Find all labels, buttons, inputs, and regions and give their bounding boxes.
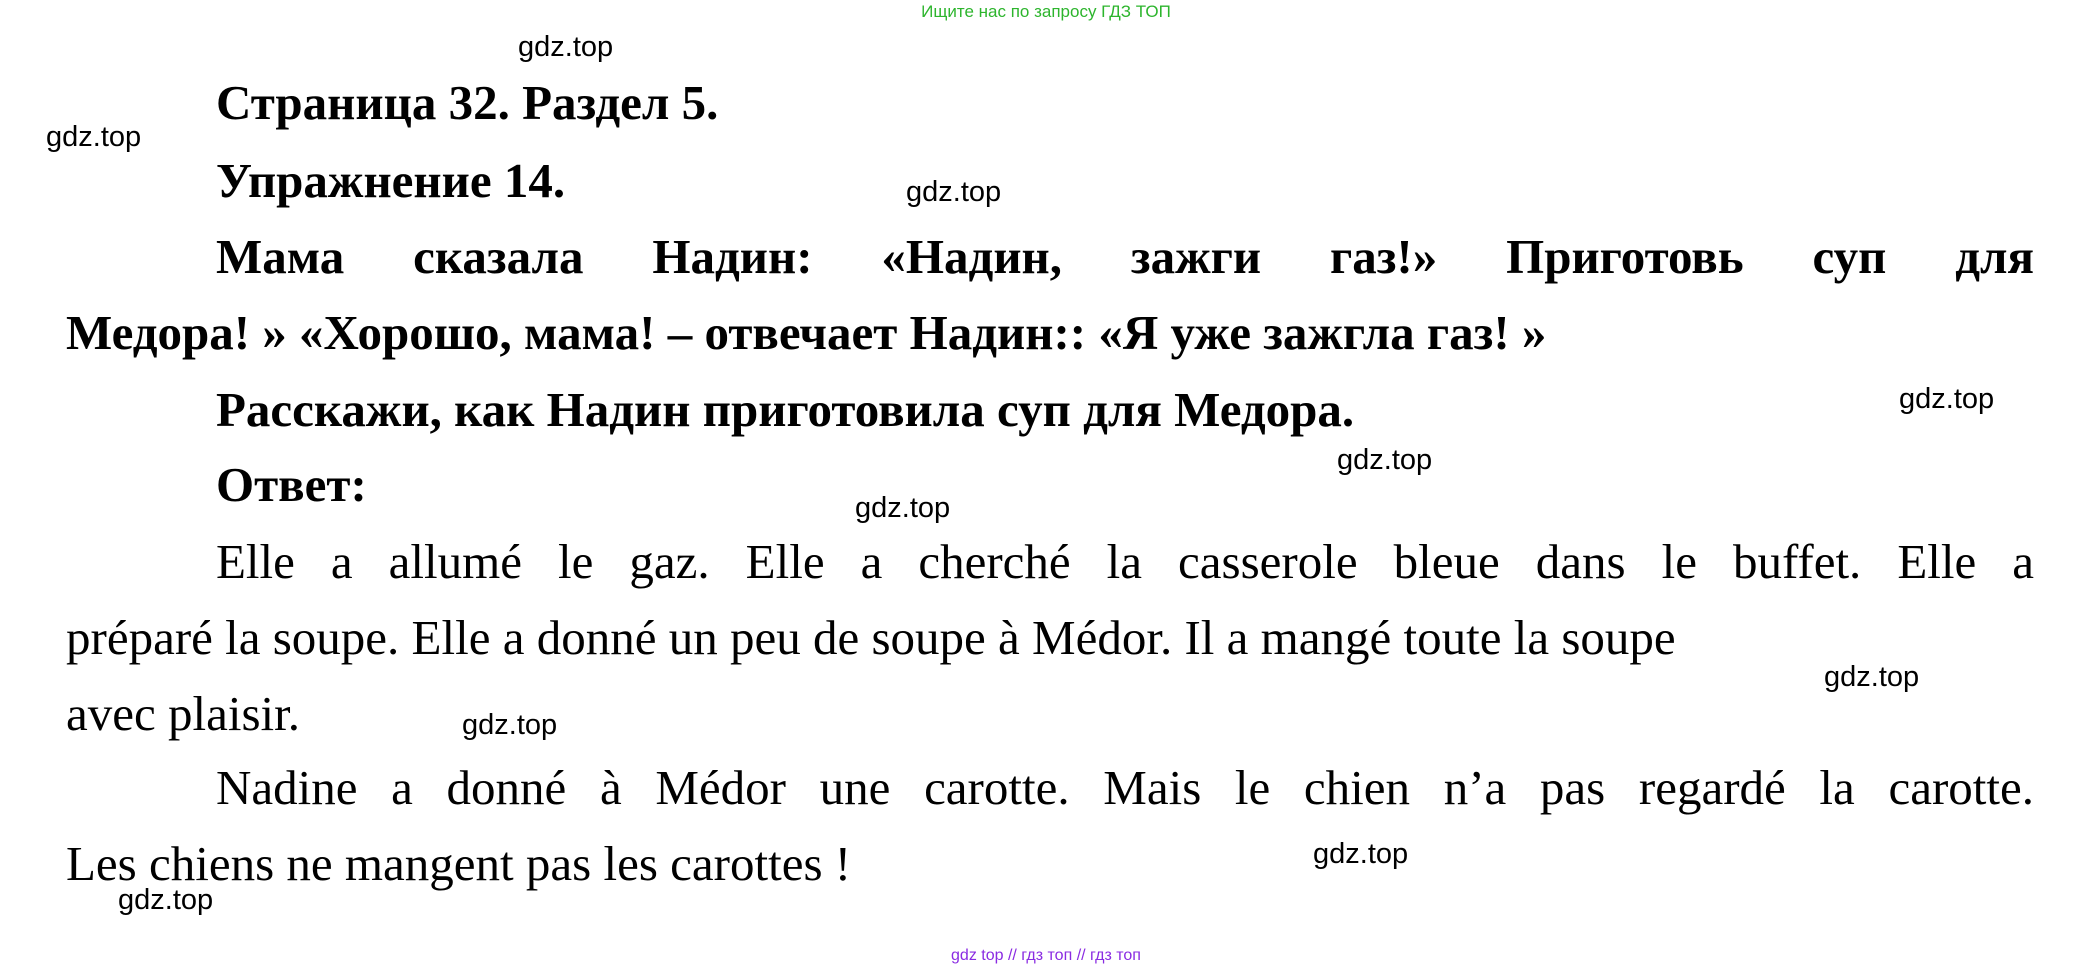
answer-text-line: Elle a allumé le gaz. Elle a cherché la casserole bleue dans le buffet. Elle a xyxy=(216,534,2034,589)
watermark: gdz.top xyxy=(1824,661,1920,693)
answer-text-line: préparé la soupe. Elle a donné un peu de soupe à Médor. Il a mangé toute la soupe xyxy=(66,610,1676,665)
task-text-line: Мама сказала Надин: «Надин, зажги газ!» Приготовь суп для xyxy=(216,229,2034,284)
watermark: gdz.top xyxy=(906,176,1002,208)
answer-text-line: Nadine a donné à Médor une carotte. Mais le chien n’a pas regardé la carotte. xyxy=(216,760,2034,815)
watermark: gdz.top xyxy=(1899,383,1995,415)
search-hint-banner: Ищите нас по запросу ГДЗ ТОП xyxy=(921,2,1171,21)
answer-text-line: Les chiens ne mangent pas les carottes ! xyxy=(66,836,852,891)
task-question: Расскажи, как Надин приготовила суп для Медора. xyxy=(216,382,1355,437)
watermark: gdz.top xyxy=(518,31,614,63)
task-text-line: Медора! » «Хорошо, мама! – отвечает Надин:: «Я уже зажгла газ! » xyxy=(66,305,1547,360)
footer-links: gdz top // гдз топ // гдз топ xyxy=(951,947,1141,964)
answer-label: Ответ: xyxy=(216,457,367,512)
exercise-title: Упражнение 14. xyxy=(216,153,566,208)
answer-text-line: avec plaisir. xyxy=(66,686,301,741)
watermark: gdz.top xyxy=(46,121,142,153)
watermark: gdz.top xyxy=(1313,838,1409,870)
watermark: gdz.top xyxy=(462,709,558,741)
page-title: Страница 32. Раздел 5. xyxy=(216,75,719,130)
watermark: gdz.top xyxy=(1337,444,1433,476)
watermark: gdz.top xyxy=(855,492,951,524)
watermark: gdz.top xyxy=(118,884,214,916)
